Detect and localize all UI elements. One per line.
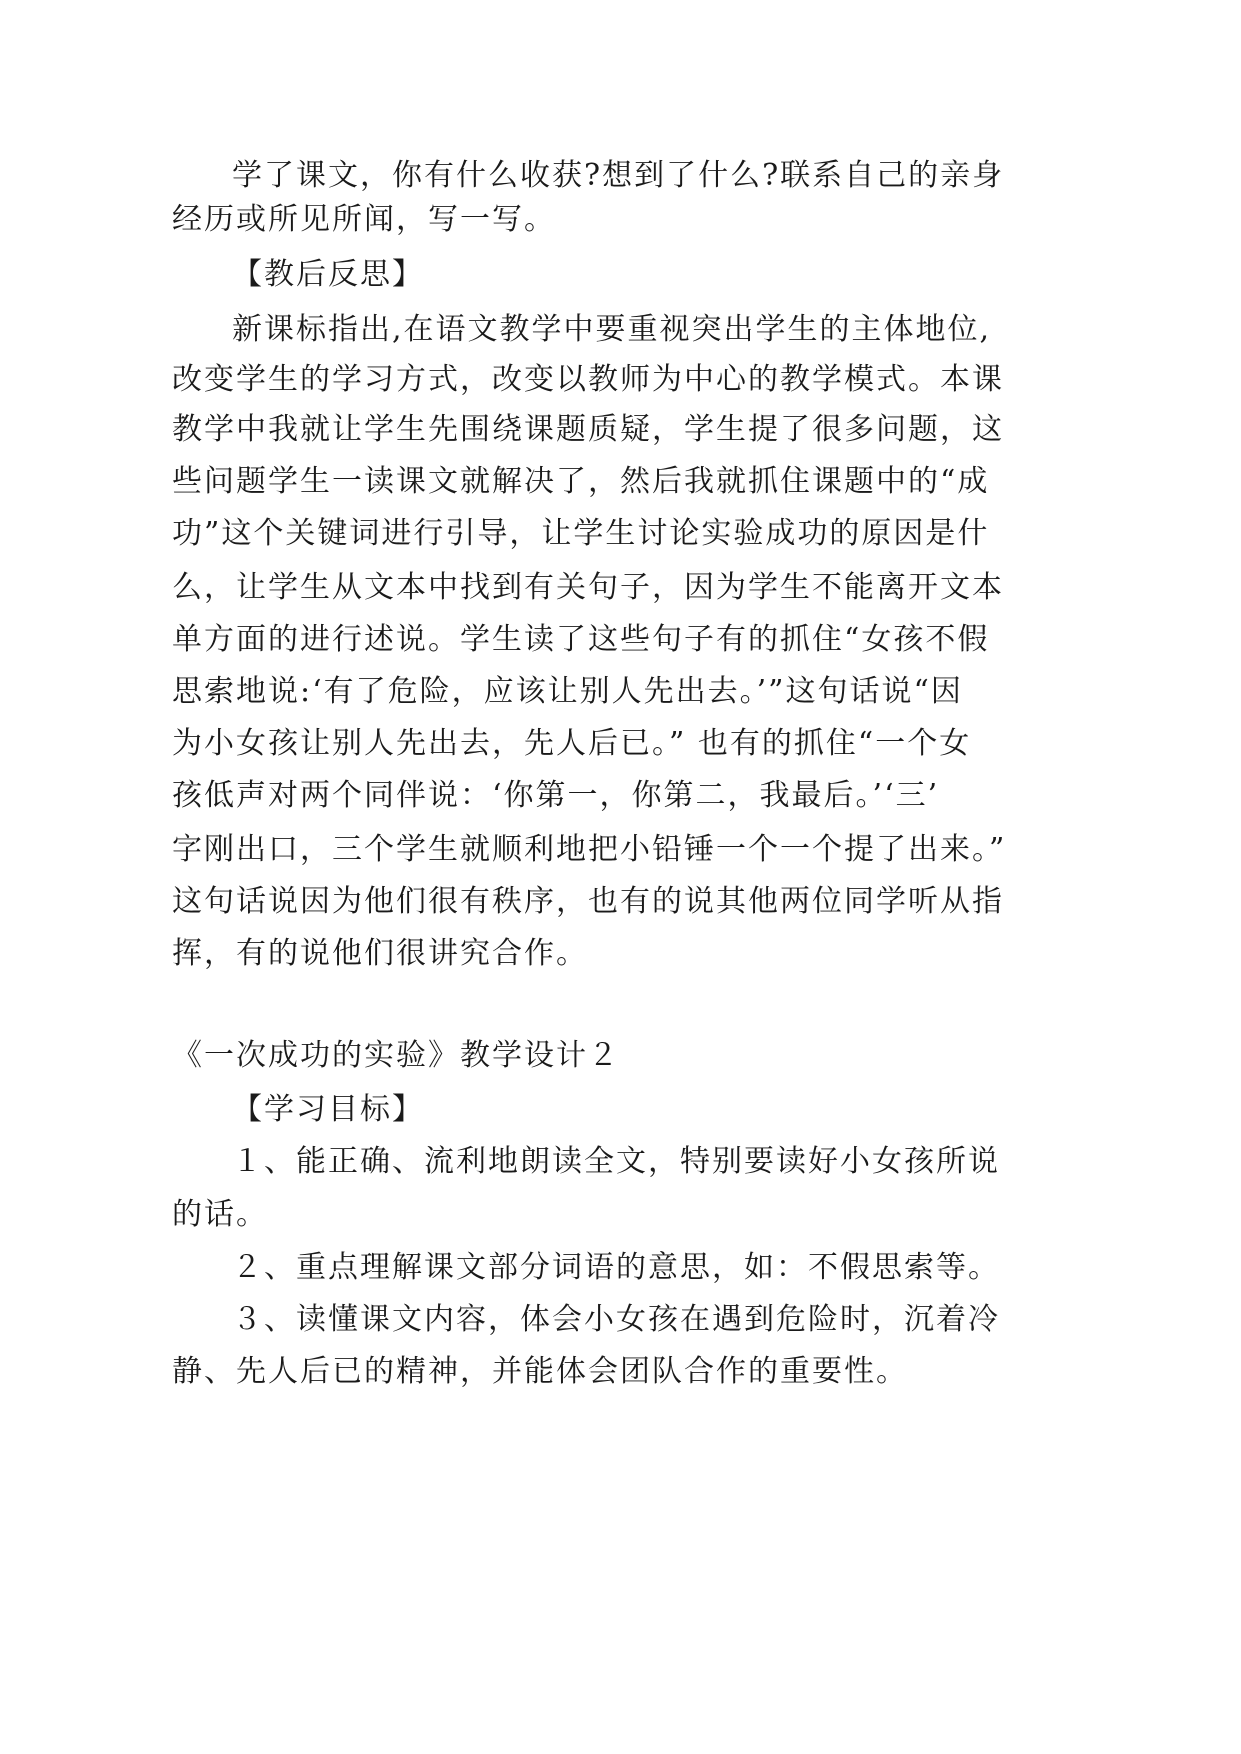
paragraph-line-7: 些问题学生一读课文就解决了，然后我就抓住课题中的“成: [172, 464, 990, 499]
paragraph-line-15: 这句话说因为他们很有秩序，也有的说其他两位同学听从指: [172, 884, 1004, 919]
paragraph-line-1: 学了课文，你有什么收获?想到了什么?联系自己的亲身: [232, 158, 1005, 193]
paragraph-line-11: 思索地说:‘有了危险，应该让别人先出去。’”这句话说“因: [172, 674, 963, 709]
objective-line-2: ２、重点理解课文部分词语的意思，如：不假思索等。: [232, 1250, 1000, 1285]
paragraph-line-2: 经历或所见所闻，写一写。: [172, 202, 556, 237]
objective-line-3-cont: 静、先人后已的精神，并能体会团队合作的重要性。: [172, 1354, 908, 1389]
section-heading-reflection: 【教后反思】: [232, 257, 424, 292]
document-title-2: 《一次成功的实验》教学设计２: [172, 1038, 620, 1073]
paragraph-line-14: 字刚出口，三个学生就顺利地把小铅锤一个一个提了出来。”: [172, 832, 1007, 867]
paragraph-line-12: 为小女孩让别人先出去，先人后已。” 也有的抓住“一个女: [172, 726, 972, 761]
paragraph-line-13: 孩低声对两个同伴说：‘你第一，你第二，我最后。’‘三’: [172, 778, 940, 813]
section-heading-objectives: 【学习目标】: [232, 1092, 424, 1127]
paragraph-line-4: 新课标指出,在语文教学中要重视突出学生的主体地位,: [232, 312, 992, 347]
paragraph-line-6: 教学中我就让学生先围绕课题质疑，学生提了很多问题，这: [172, 412, 1004, 447]
objective-line-1-cont: 的话。: [172, 1197, 268, 1232]
objective-line-3: ３、读懂课文内容，体会小女孩在遇到危险时，沉着冷: [232, 1302, 1000, 1337]
paragraph-line-10: 单方面的进行述说。学生读了这些句子有的抓住“女孩不假: [172, 622, 990, 657]
paragraph-line-8: 功”这个关键词进行引导，让学生讨论实验成功的原因是什: [172, 516, 990, 551]
paragraph-line-9: 么，让学生从文本中找到有关句子，因为学生不能离开文本: [172, 570, 1004, 605]
objective-line-1: １、能正确、流利地朗读全文，特别要读好小女孩所说: [232, 1144, 1000, 1179]
paragraph-line-16: 挥，有的说他们很讲究合作。: [172, 936, 588, 971]
paragraph-line-5: 改变学生的学习方式，改变以教师为中心的教学模式。本课: [172, 362, 1004, 397]
